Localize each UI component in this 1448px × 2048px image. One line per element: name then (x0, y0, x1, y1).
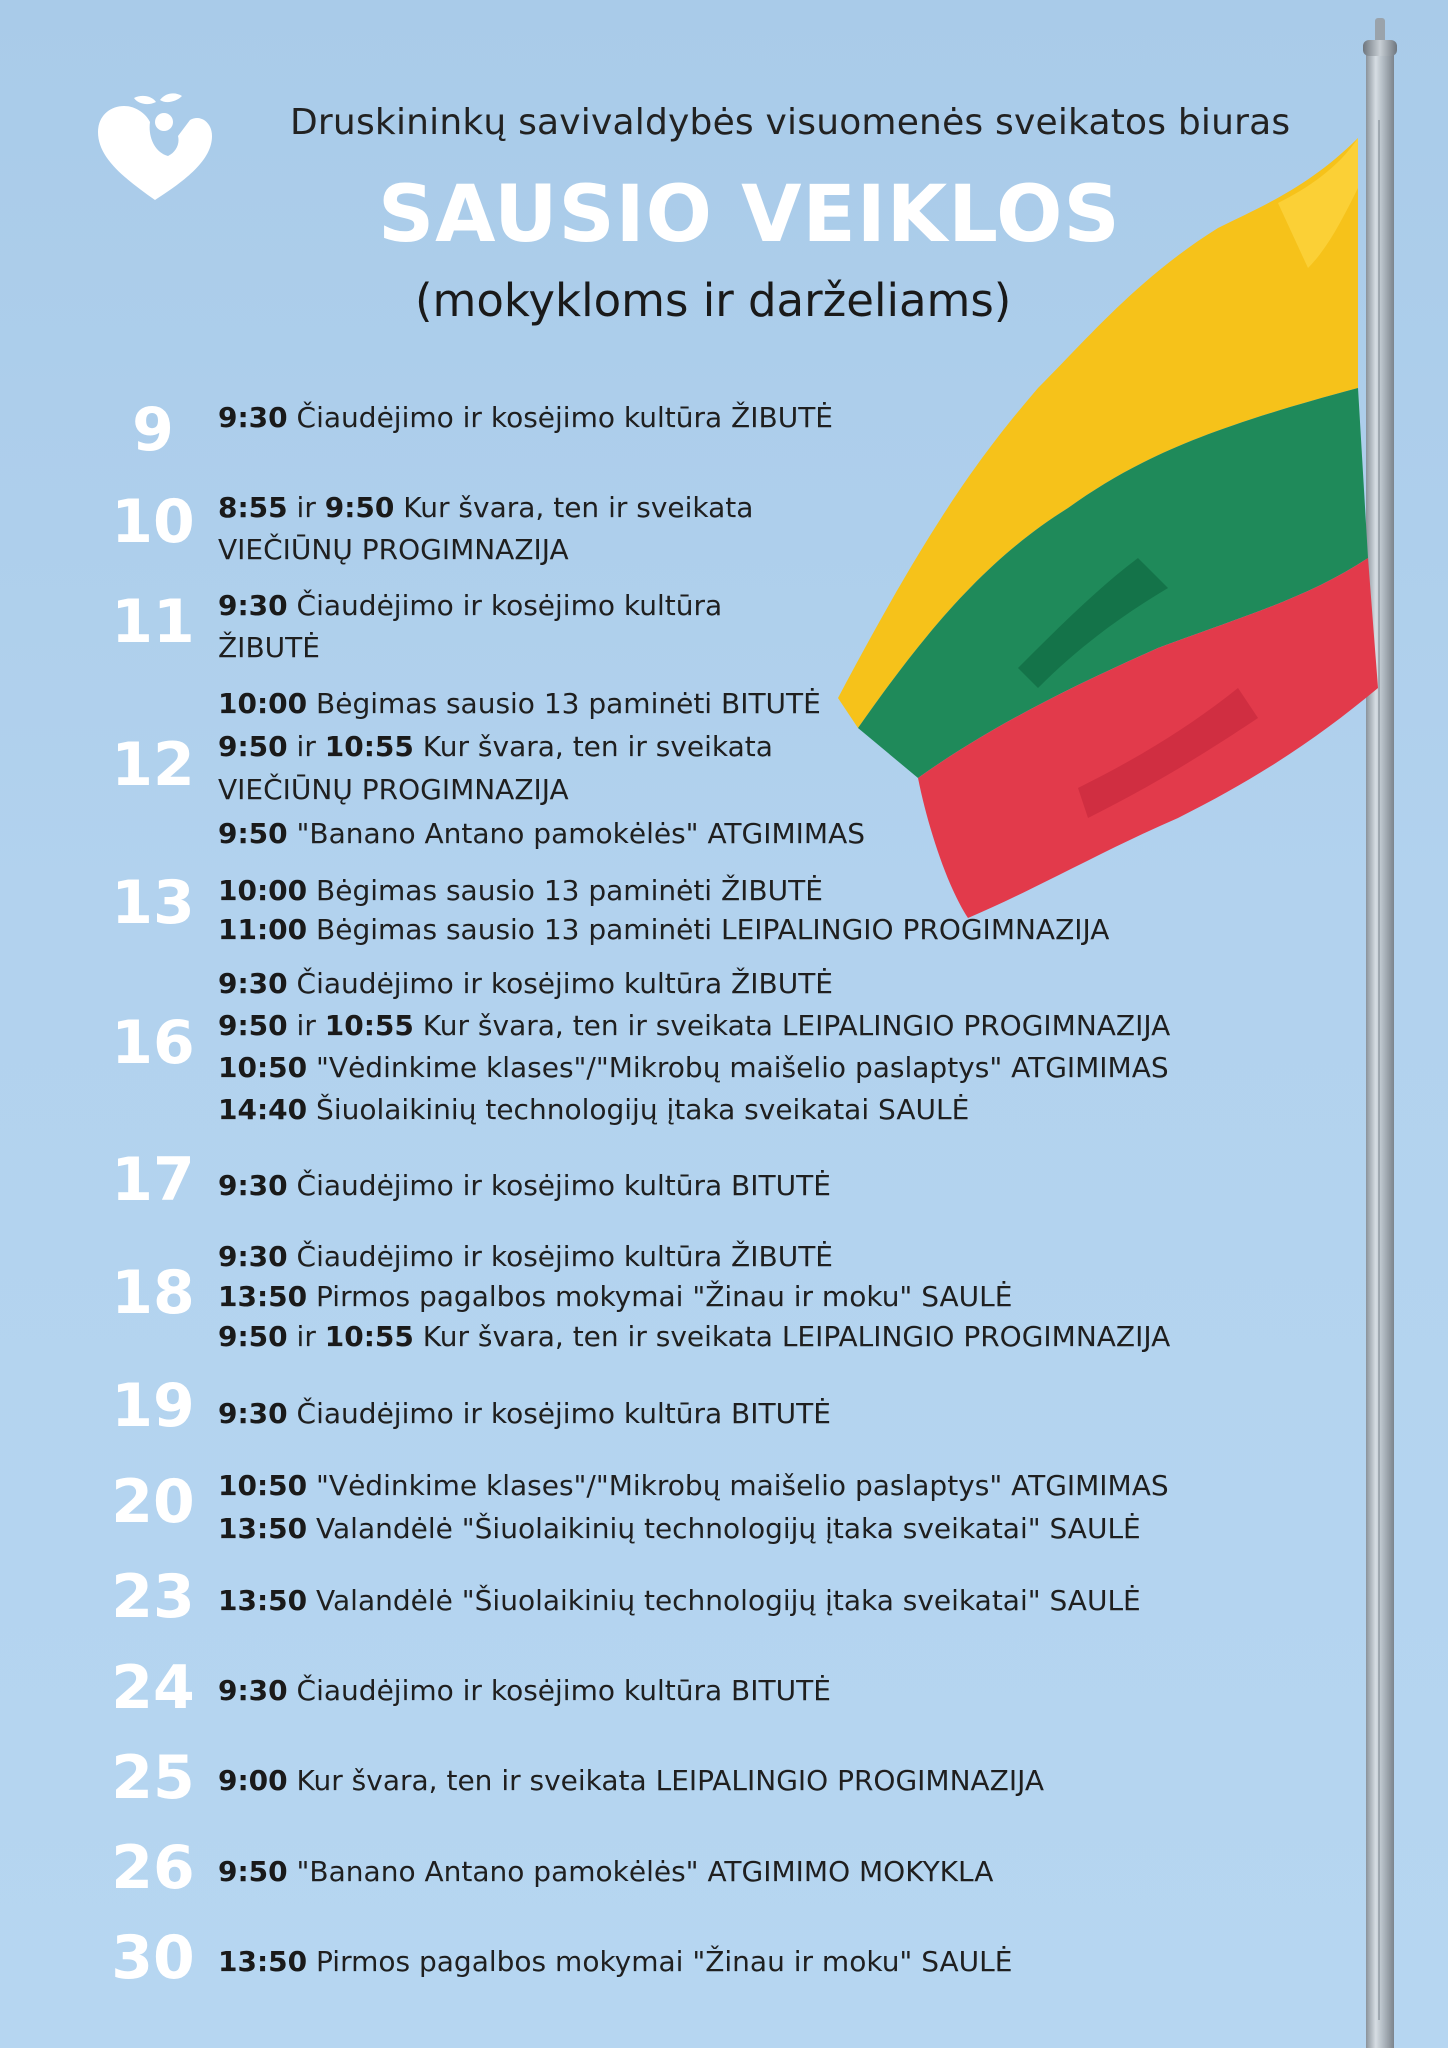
day-number-13: 13 (111, 868, 195, 938)
entry-text: "Vėdinkime klases"/"Mikrobų maišelio paslaptys" ATGIMIMAS (307, 1469, 1169, 1502)
entry-separator: ir (287, 730, 325, 763)
schedule-entry (218, 817, 865, 850)
flagpole-rope (1378, 120, 1380, 2020)
entry-text: Čiaudėjimo ir kosėjimo kultūra BITUTĖ (287, 1397, 831, 1430)
entry-time: 10:50 (218, 1469, 308, 1502)
schedule-entry (218, 1512, 1141, 1545)
schedule-entry (218, 401, 833, 434)
entry-time: 10:50 (218, 1051, 308, 1084)
entry-separator: ir (287, 1009, 325, 1042)
schedule-entry (218, 491, 754, 524)
entry-time: 9:30 (218, 1169, 288, 1202)
entry-separator: ir (287, 1320, 325, 1353)
entry-text: Kur švara, ten ir sveikata (413, 730, 773, 763)
schedule-entry (218, 1169, 831, 1202)
schedule-entry (218, 1945, 1013, 1978)
schedule-entry (218, 967, 833, 1000)
entry-time: 9:30 (218, 1674, 288, 1707)
entry-text: Kur švara, ten ir sveikata LEIPALINGIO PROGIMNAZIJA (413, 1320, 1171, 1353)
entry-time: 9:30 (218, 589, 288, 622)
schedule-entry (218, 533, 569, 566)
schedule-entry (218, 1051, 1169, 1084)
entry-time: 10:00 (218, 874, 308, 907)
schedule-entry (218, 730, 773, 763)
schedule-entry (218, 1093, 970, 1126)
day-number-23: 23 (111, 1562, 195, 1632)
entry-text: Kur švara, ten ir sveikata LEIPALINGIO PROGIMNAZIJA (287, 1764, 1045, 1797)
entry-text: ŽIBUTĖ (218, 631, 320, 664)
entry-time-second: 10:55 (324, 730, 414, 763)
day-number-12: 12 (111, 730, 195, 800)
page-subtitle: (mokykloms ir darželiams) (415, 274, 1012, 327)
entry-text: Kur švara, ten ir sveikata LEIPALINGIO PROGIMNAZIJA (413, 1009, 1171, 1042)
entry-time-second: 10:55 (324, 1009, 414, 1042)
day-number-24: 24 (111, 1653, 195, 1723)
schedule-entry (218, 773, 569, 806)
entry-separator: ir (287, 491, 325, 524)
entry-text: "Vėdinkime klases"/"Mikrobų maišelio paslaptys" ATGIMIMAS (307, 1051, 1169, 1084)
day-number-26: 26 (111, 1833, 195, 1903)
entry-time-second: 10:55 (324, 1320, 414, 1353)
flagpole-cap (1363, 40, 1397, 56)
schedule-entry (218, 1584, 1141, 1617)
entry-text: Kur švara, ten ir sveikata (394, 491, 754, 524)
day-number-30: 30 (111, 1923, 195, 1993)
day-number-19: 19 (111, 1371, 195, 1441)
entry-time: 9:50 (218, 1320, 288, 1353)
entry-time: 9:50 (218, 730, 288, 763)
entry-text: Čiaudėjimo ir kosėjimo kultūra BITUTĖ (287, 1674, 831, 1707)
day-number-11: 11 (111, 587, 195, 657)
schedule-entry (218, 631, 320, 664)
entry-time: 13:50 (218, 1280, 308, 1313)
schedule-entry (218, 1855, 994, 1888)
schedule-entry (218, 1240, 833, 1273)
entry-time: 9:30 (218, 1397, 288, 1430)
entry-text: VIEČIŪNŲ PROGIMNAZIJA (218, 773, 569, 806)
entry-time: 10:00 (218, 687, 308, 720)
entry-text: VIEČIŪNŲ PROGIMNAZIJA (218, 533, 569, 566)
entry-time: 9:30 (218, 1240, 288, 1273)
entry-time: 9:00 (218, 1764, 288, 1797)
schedule-entry (218, 687, 821, 720)
entry-time: 11:00 (218, 913, 308, 946)
entry-text: Čiaudėjimo ir kosėjimo kultūra ŽIBUTĖ (287, 1240, 833, 1273)
schedule-entry (218, 1674, 831, 1707)
day-number-20: 20 (111, 1467, 195, 1537)
day-number-25: 25 (111, 1743, 195, 1813)
entry-text: Čiaudėjimo ir kosėjimo kultūra ŽIBUTĖ (287, 967, 833, 1000)
entry-time-second: 9:50 (324, 491, 395, 524)
entry-text: Valandėlė "Šiuolaikinių technologijų įtaka sveikatai" SAULĖ (307, 1512, 1141, 1545)
organization-name: Druskininkų savivaldybės visuomenės sveikatos biuras (290, 102, 1291, 143)
schedule-entry (218, 874, 823, 907)
day-number-17: 17 (111, 1145, 195, 1215)
schedule-entry (218, 1764, 1045, 1797)
schedule-entry (218, 1009, 1171, 1042)
entry-time: 9:50 (218, 1009, 288, 1042)
entry-time: 13:50 (218, 1512, 308, 1545)
schedule-entry (218, 1469, 1169, 1502)
entry-time: 13:50 (218, 1584, 308, 1617)
day-number-10: 10 (111, 487, 195, 557)
entry-time: 9:50 (218, 1855, 288, 1888)
entry-text: Valandėlė "Šiuolaikinių technologijų įtaka sveikatai" SAULĖ (307, 1584, 1141, 1617)
entry-text: Bėgimas sausio 13 paminėti ŽIBUTĖ (307, 874, 823, 907)
page-title: SAUSIO VEIKLOS (378, 170, 1121, 260)
entry-text: Bėgimas sausio 13 paminėti LEIPALINGIO PROGIMNAZIJA (307, 913, 1110, 946)
entry-text: "Banano Antano pamokėlės" ATGIMIMAS (287, 817, 865, 850)
day-number-9: 9 (132, 395, 174, 465)
entry-time: 13:50 (218, 1945, 308, 1978)
day-number-16: 16 (111, 1008, 195, 1078)
entry-text: "Banano Antano pamokėlės" ATGIMIMO MOKYKLA (287, 1855, 994, 1888)
entry-time: 9:30 (218, 401, 288, 434)
entry-time: 8:55 (218, 491, 288, 524)
schedule-entry (218, 589, 723, 622)
entry-text: Čiaudėjimo ir kosėjimo kultūra BITUTĖ (287, 1169, 831, 1202)
schedule-entry (218, 1397, 831, 1430)
health-bureau-logo-icon (94, 92, 216, 204)
entry-time: 14:40 (218, 1093, 308, 1126)
entry-text: Čiaudėjimo ir kosėjimo kultūra ŽIBUTĖ (287, 401, 833, 434)
entry-text: Čiaudėjimo ir kosėjimo kultūra (287, 589, 723, 622)
schedule-entry (218, 913, 1110, 946)
schedule-entry (218, 1320, 1171, 1353)
schedule-entry (218, 1280, 1013, 1313)
entry-text: Pirmos pagalbos mokymai "Žinau ir moku" SAULĖ (307, 1280, 1013, 1313)
entry-time: 9:30 (218, 967, 288, 1000)
entry-time: 9:50 (218, 817, 288, 850)
entry-text: Pirmos pagalbos mokymai "Žinau ir moku" SAULĖ (307, 1945, 1013, 1978)
entry-text: Šiuolaikinių technologijų įtaka sveikatai SAULĖ (307, 1093, 970, 1126)
entry-text: Bėgimas sausio 13 paminėti BITUTĖ (307, 687, 821, 720)
day-number-18: 18 (111, 1258, 195, 1328)
